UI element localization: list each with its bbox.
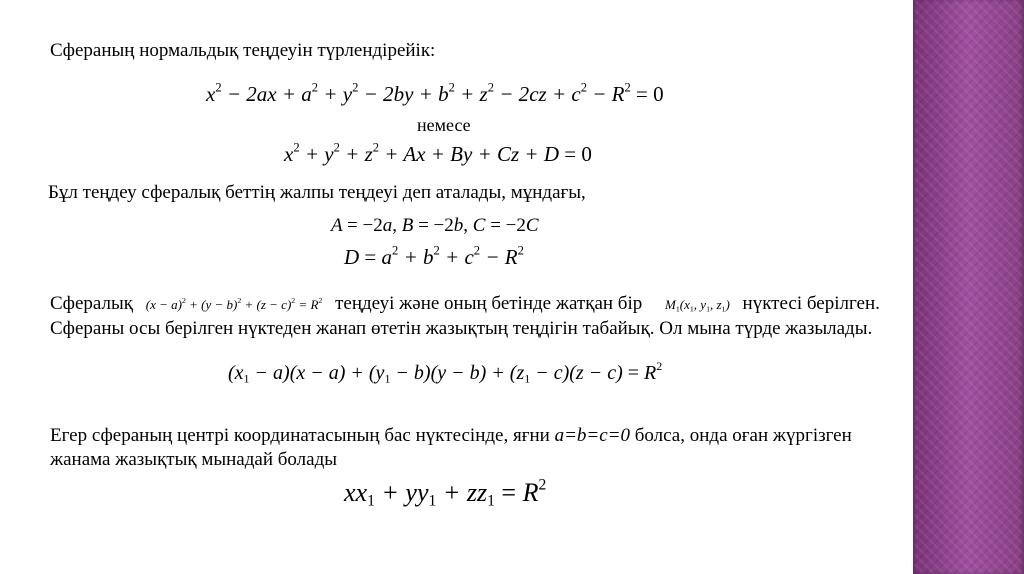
p2-start: Егер сфераның центрі координатасының бас нүктесінде, яғни <box>50 425 550 446</box>
formula-general: $x^2 + y^2 + z^2 + Ax + By + Cz + D = 0$ <box>284 140 592 166</box>
or-word: немесе <box>417 115 471 135</box>
sidebar-edge <box>913 0 915 574</box>
decorative-sidebar <box>913 0 1024 574</box>
p1-rest: берілген. Сфераны осы берілген нүктеден жанап өтетін жазықтың теңдігін табайық. Ол мына түрде жазылады. <box>50 293 880 339</box>
intro-text: Сфераның нормальдық теңдеуін түрлендірейік: <box>50 40 436 61</box>
formula-tangent-origin: $xx_1 + yy_1 + zz_1 = R^2$ <box>344 476 547 510</box>
inline-sphere-equation: $(x - a)^2 + (y - b)^2 + (z - c)^2 = R^2$ <box>145 296 323 312</box>
p1-start: Сфералық <box>50 293 133 314</box>
inline-point: $M_1(x_1$, $y_1$, $z_1$) <box>665 297 730 314</box>
formula-d: $D = a^2 + b^2 + c^2 - R^2$ <box>344 243 524 269</box>
paragraph-sphere-point <box>50 292 910 341</box>
formula-abc: A = −2a, B = −2b, C = −2C <box>331 215 539 236</box>
p2-condition: a=b=c=0 <box>554 425 630 446</box>
p2-end: болса, онда оған жүргізген жанама жазықтық мынадай болады <box>50 425 852 470</box>
p1-middle: теңдеуі және оның бетінде жатқан бір <box>335 293 643 314</box>
general-equation-text: Бұл теңдеу сфералық беттің жалпы теңдеуі деп аталады, мұндағы, <box>48 182 586 203</box>
formula-tangent: $(x_1 - a)(x - a) + (y_1 - b)(y - b) + (z_1 - c)(z - c) = R^2$ <box>228 359 663 386</box>
paragraph-origin <box>50 424 910 472</box>
p1-end: нүктесі <box>742 293 803 314</box>
formula-expanded: $x^2 - 2ax + a^2 + y^2 - 2by + b^2 + z^2 - 2cz + c^2 - R^2 = 0$ <box>206 80 664 106</box>
